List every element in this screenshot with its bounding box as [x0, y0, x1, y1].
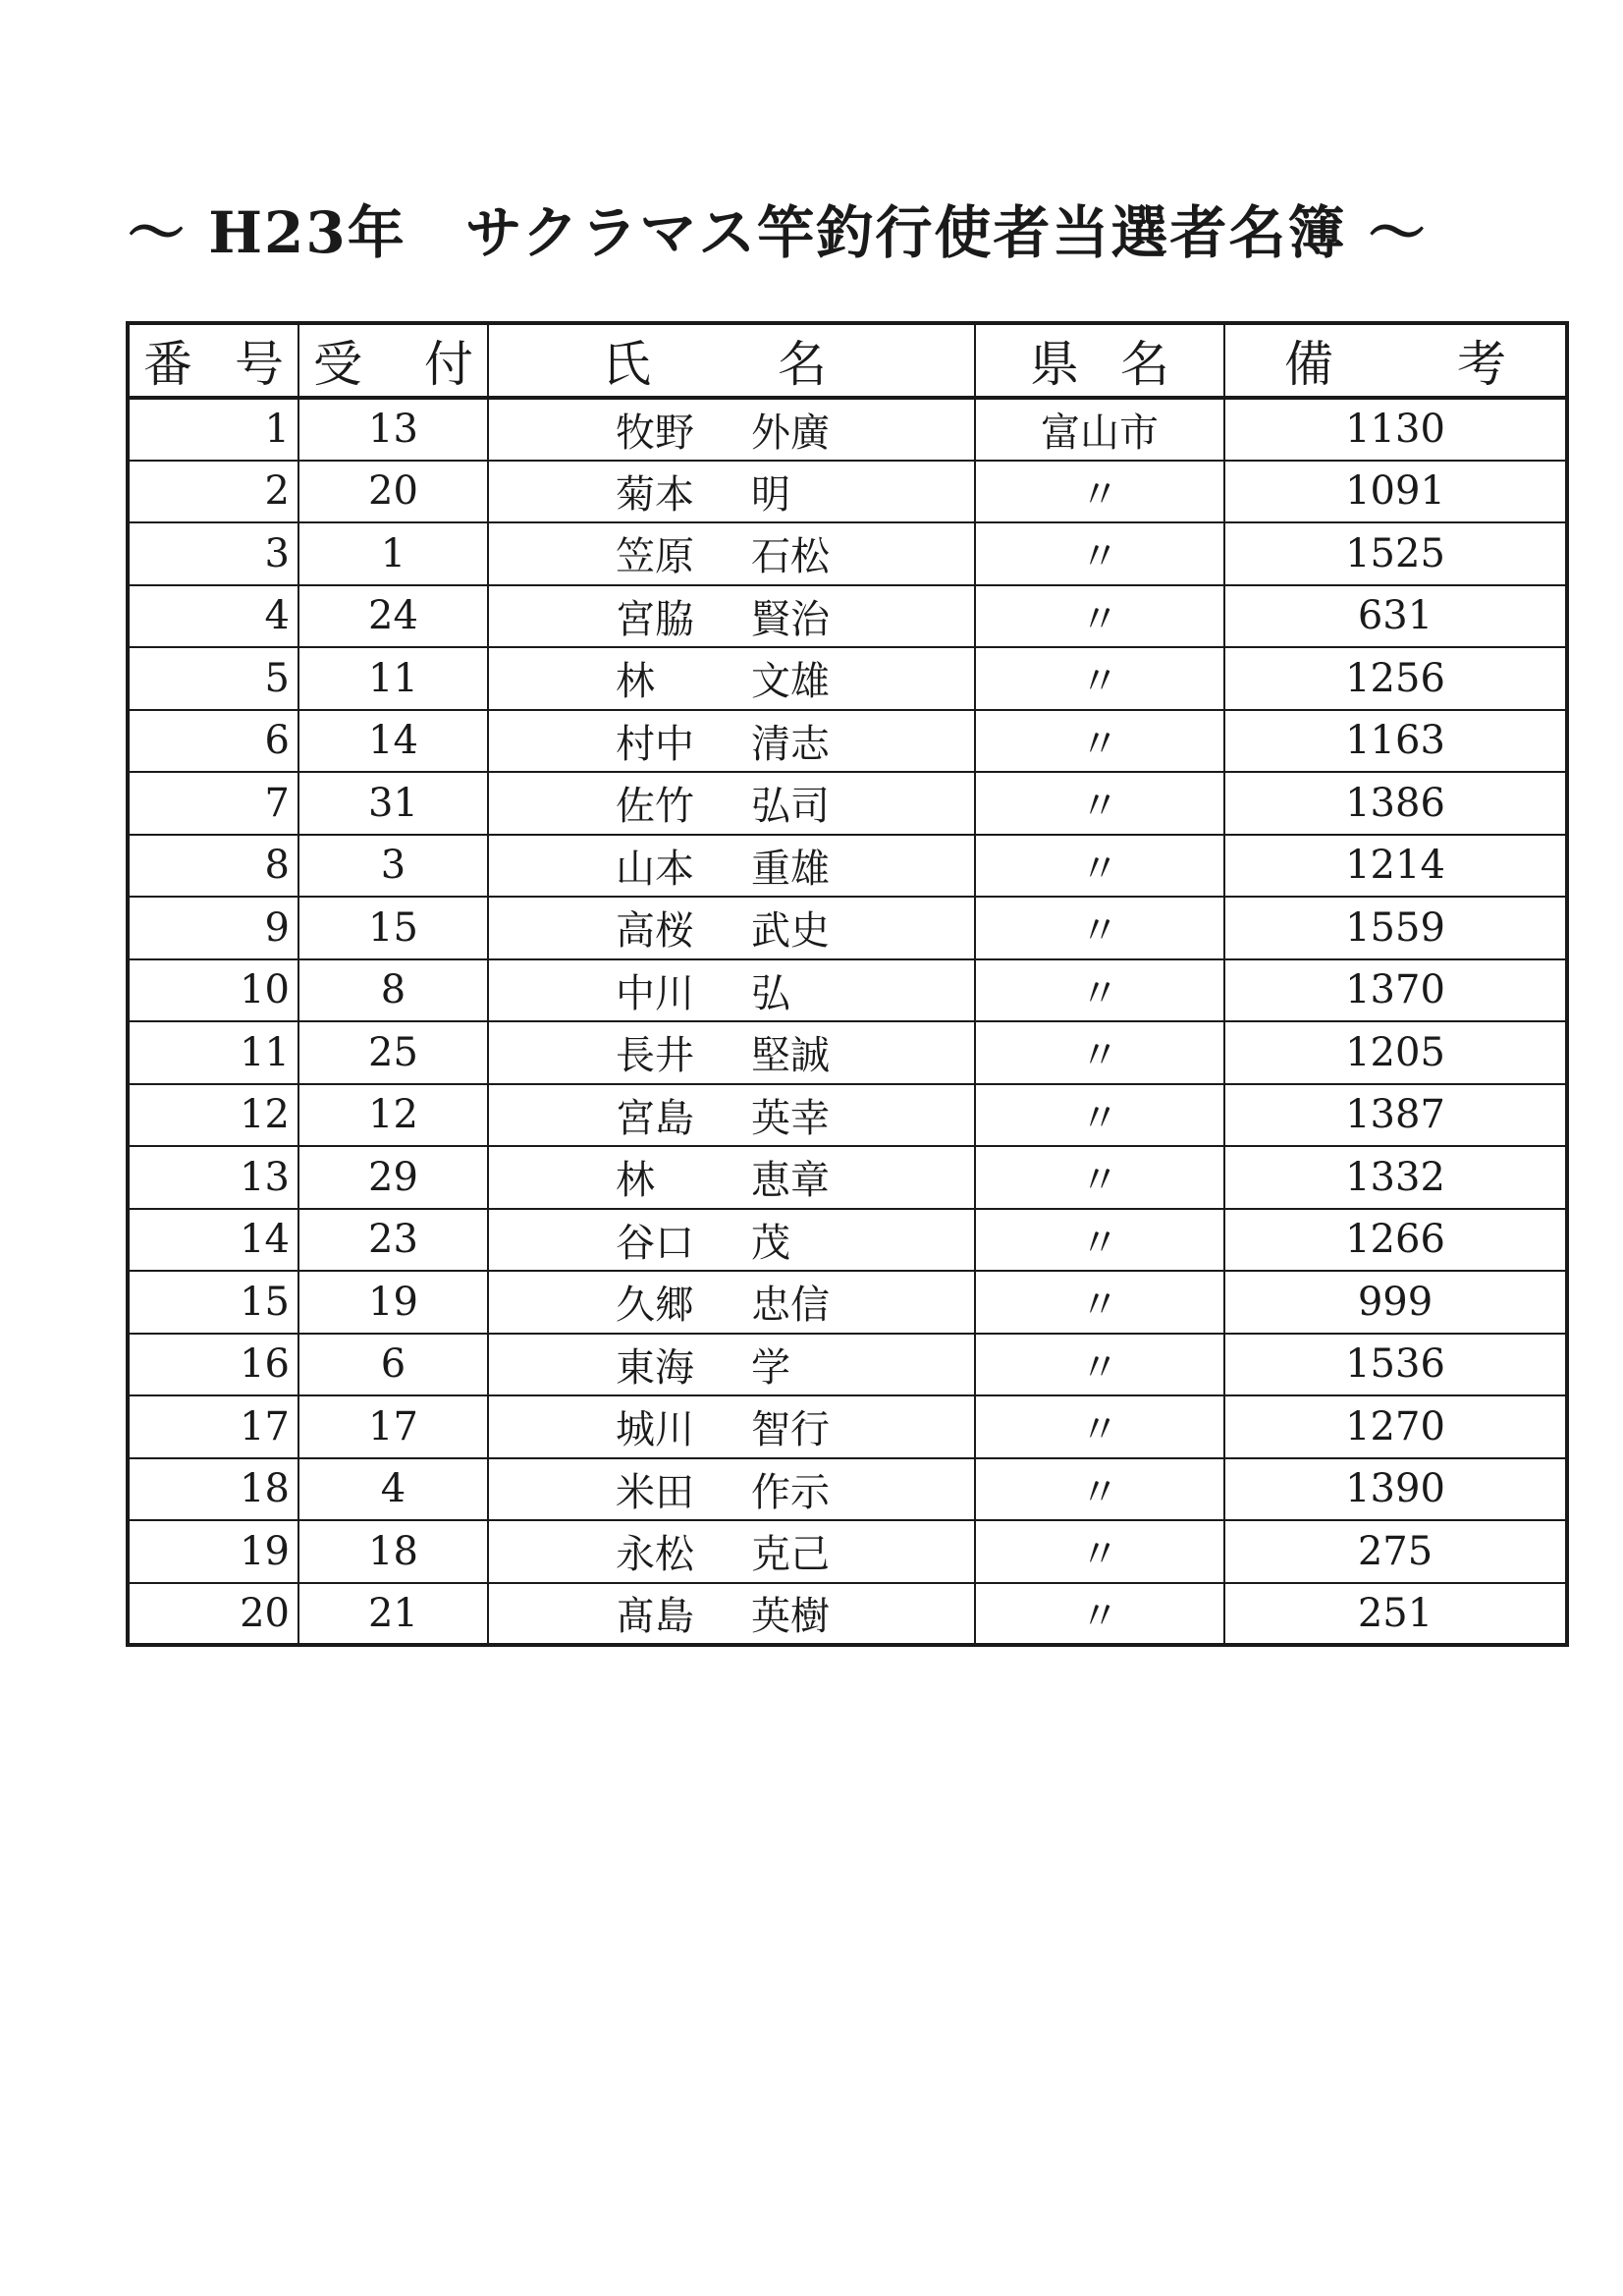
winner-name: [488, 710, 975, 773]
row-number: 13: [128, 1146, 298, 1209]
given-name: 清志: [751, 721, 830, 767]
header-remarks: [1224, 323, 1567, 398]
winner-name: [488, 1084, 975, 1147]
table-row: [128, 1084, 1567, 1147]
prefecture: 〃: [975, 1520, 1224, 1583]
reception-number: 29: [298, 1146, 488, 1209]
family-name: 東海: [616, 1344, 694, 1391]
family-name: 山本: [616, 846, 694, 892]
header-reception-char-2: 付: [424, 336, 473, 393]
row-number: 20: [128, 1583, 298, 1646]
header-remarks-char-2: 考: [1457, 336, 1506, 393]
given-name: 石松: [751, 534, 830, 580]
family-name: 笠原: [616, 534, 694, 580]
header-name: [488, 323, 975, 398]
prefecture: 富山市: [975, 398, 1224, 461]
header-prefecture-char-2: 名: [1120, 336, 1169, 393]
table-row: [128, 1209, 1567, 1272]
family-name: 永松: [616, 1532, 694, 1578]
winner-name: [488, 959, 975, 1022]
row-number: 2: [128, 461, 298, 523]
header-remarks-char-1: 備: [1284, 336, 1333, 393]
table-row: [128, 585, 1567, 648]
header-prefecture-char-1: 県: [1030, 336, 1079, 393]
table-row: [128, 772, 1567, 835]
remarks-value: 1130: [1224, 398, 1567, 461]
prefecture: 〃: [975, 959, 1224, 1022]
table-row: [128, 398, 1567, 461]
page-title: ～ H23年 サクラマス竿釣行使者当選者名簿 ～: [128, 199, 1428, 266]
header-reception-char-1: 受: [313, 336, 362, 393]
winner-name: [488, 1583, 975, 1646]
given-name: 文雄: [751, 659, 830, 705]
reception-number: 25: [298, 1021, 488, 1084]
family-name: 林: [616, 1158, 655, 1204]
header-number: [128, 323, 298, 398]
remarks-value: 1163: [1224, 710, 1567, 773]
table-row: [128, 1146, 1567, 1209]
remarks-value: 999: [1224, 1271, 1567, 1334]
header-row: [128, 323, 1567, 398]
prefecture: 〃: [975, 1084, 1224, 1147]
table-row: [128, 1021, 1567, 1084]
given-name: 弘: [751, 970, 790, 1016]
remarks-value: 1387: [1224, 1084, 1567, 1147]
row-number: 4: [128, 585, 298, 648]
winner-name: [488, 1334, 975, 1396]
row-number: 5: [128, 647, 298, 710]
family-name: 菊本: [616, 471, 694, 518]
table-row: [128, 522, 1567, 585]
given-name: 外廣: [751, 410, 830, 456]
winner-name: [488, 522, 975, 585]
family-name: 谷口: [616, 1220, 694, 1266]
family-name: 髙島: [616, 1594, 694, 1640]
table-row: [128, 710, 1567, 773]
remarks-value: 1270: [1224, 1395, 1567, 1458]
prefecture: 〃: [975, 1583, 1224, 1646]
reception-number: 23: [298, 1209, 488, 1272]
remarks-value: 275: [1224, 1520, 1567, 1583]
reception-number: 19: [298, 1271, 488, 1334]
winner-name: [488, 835, 975, 898]
given-name: 作示: [751, 1469, 830, 1515]
family-name: 城川: [616, 1407, 694, 1453]
remarks-value: 1536: [1224, 1334, 1567, 1396]
row-number: 6: [128, 710, 298, 773]
winner-name: [488, 647, 975, 710]
given-name: 英幸: [751, 1095, 830, 1141]
table-row: [128, 835, 1567, 898]
prefecture: 〃: [975, 1271, 1224, 1334]
table-row: [128, 1334, 1567, 1396]
family-name: 米田: [616, 1469, 694, 1515]
row-number: 19: [128, 1520, 298, 1583]
family-name: 佐竹: [616, 784, 694, 830]
row-number: 16: [128, 1334, 298, 1396]
row-number: 10: [128, 959, 298, 1022]
header-prefecture: [975, 323, 1224, 398]
winner-name: [488, 1395, 975, 1458]
row-number: 15: [128, 1271, 298, 1334]
reception-number: 21: [298, 1583, 488, 1646]
reception-number: 15: [298, 897, 488, 959]
reception-number: 18: [298, 1520, 488, 1583]
winner-name: [488, 398, 975, 461]
family-name: 中川: [616, 970, 694, 1016]
prefecture: 〃: [975, 647, 1224, 710]
winners-table: [126, 321, 1569, 1647]
header-name-char-1: 氏: [602, 336, 651, 393]
table-row: [128, 959, 1567, 1022]
reception-number: 24: [298, 585, 488, 648]
row-number: 9: [128, 897, 298, 959]
winner-name: [488, 1271, 975, 1334]
row-number: 14: [128, 1209, 298, 1272]
prefecture: 〃: [975, 1209, 1224, 1272]
remarks-value: 1332: [1224, 1146, 1567, 1209]
row-number: 11: [128, 1021, 298, 1084]
winner-name: [488, 461, 975, 523]
header-number-char-2: 号: [235, 336, 284, 393]
given-name: 賢治: [751, 596, 830, 642]
reception-number: 20: [298, 461, 488, 523]
reception-number: 3: [298, 835, 488, 898]
family-name: 宮脇: [616, 596, 694, 642]
prefecture: 〃: [975, 897, 1224, 959]
given-name: 克己: [751, 1532, 830, 1578]
reception-number: 6: [298, 1334, 488, 1396]
table-row: [128, 897, 1567, 959]
family-name: 宮島: [616, 1095, 694, 1141]
row-number: 3: [128, 522, 298, 585]
prefecture: 〃: [975, 522, 1224, 585]
given-name: 重雄: [751, 846, 830, 892]
remarks-value: 1386: [1224, 772, 1567, 835]
reception-number: 4: [298, 1458, 488, 1521]
reception-number: 17: [298, 1395, 488, 1458]
family-name: 村中: [616, 721, 694, 767]
winner-name: [488, 1520, 975, 1583]
reception-number: 8: [298, 959, 488, 1022]
remarks-value: 1266: [1224, 1209, 1567, 1272]
prefecture: 〃: [975, 1334, 1224, 1396]
given-name: 恵章: [751, 1158, 830, 1204]
given-name: 堅誠: [751, 1033, 830, 1079]
table-row: [128, 647, 1567, 710]
family-name: 高桜: [616, 908, 694, 955]
row-number: 18: [128, 1458, 298, 1521]
remarks-value: 251: [1224, 1583, 1567, 1646]
row-number: 8: [128, 835, 298, 898]
winner-name: [488, 1021, 975, 1084]
prefecture: 〃: [975, 1021, 1224, 1084]
given-name: 智行: [751, 1407, 830, 1453]
table-row: [128, 1271, 1567, 1334]
given-name: 英樹: [751, 1594, 830, 1640]
row-number: 12: [128, 1084, 298, 1147]
winner-name: [488, 1209, 975, 1272]
winner-name: [488, 1458, 975, 1521]
prefecture: 〃: [975, 585, 1224, 648]
reception-number: 1: [298, 522, 488, 585]
family-name: 牧野: [616, 410, 694, 456]
remarks-value: 1256: [1224, 647, 1567, 710]
winner-name: [488, 585, 975, 648]
remarks-value: 1205: [1224, 1021, 1567, 1084]
prefecture: 〃: [975, 772, 1224, 835]
prefecture: 〃: [975, 461, 1224, 523]
header-name-char-2: 名: [778, 336, 827, 393]
reception-number: 13: [298, 398, 488, 461]
header-reception: [298, 323, 488, 398]
prefecture: 〃: [975, 1458, 1224, 1521]
table-row: [128, 1395, 1567, 1458]
given-name: 弘司: [751, 784, 830, 830]
winner-name: [488, 897, 975, 959]
remarks-value: 1559: [1224, 897, 1567, 959]
prefecture: 〃: [975, 1395, 1224, 1458]
given-name: 茂: [751, 1220, 790, 1266]
reception-number: 31: [298, 772, 488, 835]
row-number: 17: [128, 1395, 298, 1458]
reception-number: 12: [298, 1084, 488, 1147]
remarks-value: 631: [1224, 585, 1567, 648]
given-name: 学: [751, 1344, 790, 1391]
reception-number: 11: [298, 647, 488, 710]
remarks-value: 1091: [1224, 461, 1567, 523]
row-number: 1: [128, 398, 298, 461]
family-name: 久郷: [616, 1283, 694, 1329]
table-body: [128, 398, 1567, 1645]
table-row: [128, 461, 1567, 523]
table-row: [128, 1583, 1567, 1646]
given-name: 明: [751, 471, 790, 518]
remarks-value: 1390: [1224, 1458, 1567, 1521]
header-number-char-1: 番: [143, 336, 192, 393]
family-name: 長井: [616, 1033, 694, 1079]
table-row: [128, 1458, 1567, 1521]
family-name: 林: [616, 659, 655, 705]
reception-number: 14: [298, 710, 488, 773]
row-number: 7: [128, 772, 298, 835]
table-row: [128, 1520, 1567, 1583]
prefecture: 〃: [975, 710, 1224, 773]
remarks-value: 1214: [1224, 835, 1567, 898]
given-name: 忠信: [751, 1283, 830, 1329]
given-name: 武史: [751, 908, 830, 955]
prefecture: 〃: [975, 835, 1224, 898]
remarks-value: 1370: [1224, 959, 1567, 1022]
prefecture: 〃: [975, 1146, 1224, 1209]
winner-name: [488, 772, 975, 835]
winner-name: [488, 1146, 975, 1209]
remarks-value: 1525: [1224, 522, 1567, 585]
